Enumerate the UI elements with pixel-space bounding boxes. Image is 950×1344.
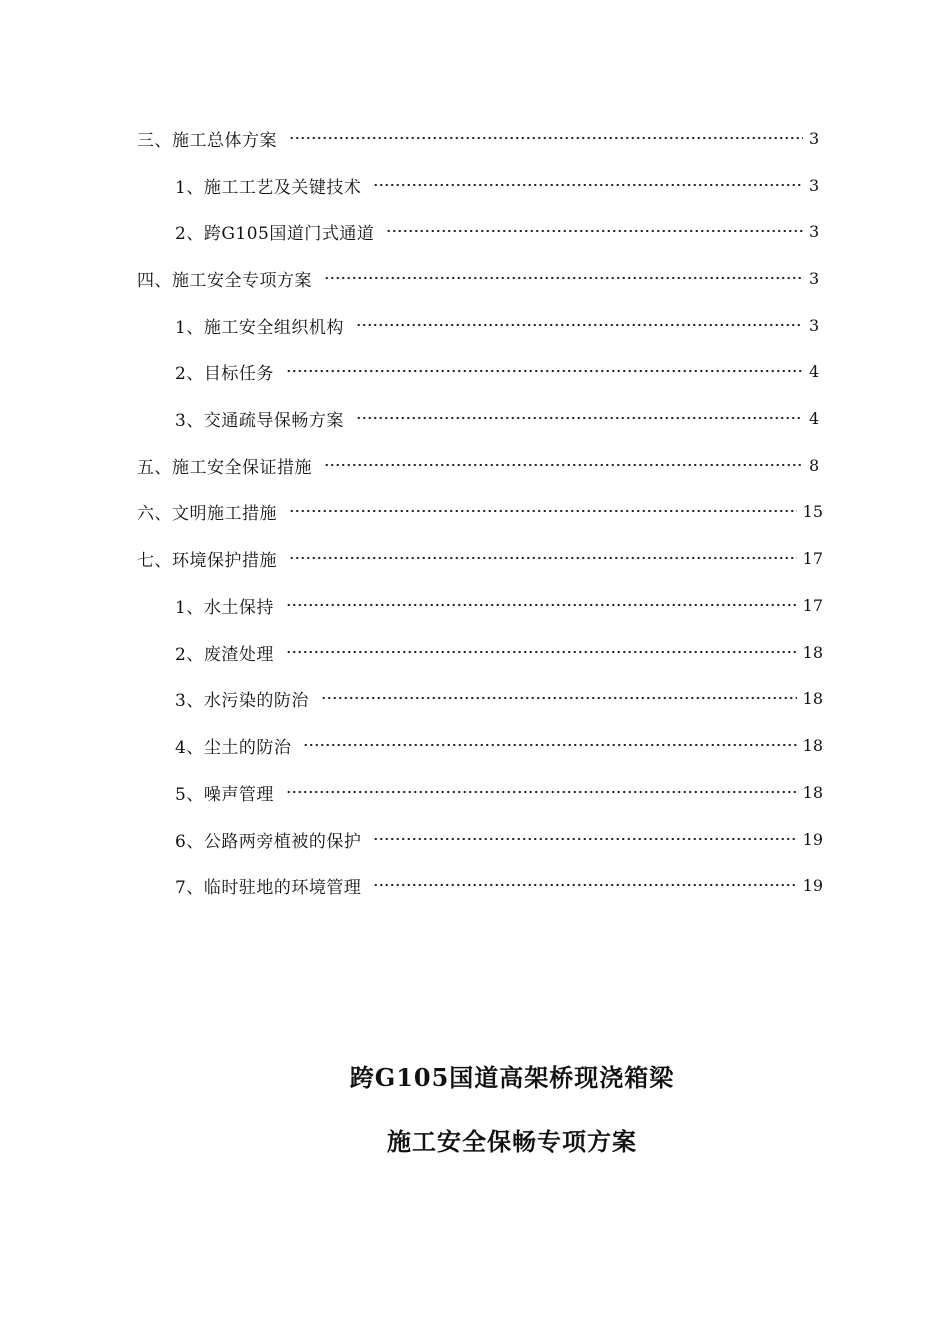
toc-item — [175, 871, 823, 899]
toc-item — [137, 264, 823, 292]
document-title-line-2: 施工安全保畅专项方案 — [387, 1127, 637, 1156]
toc-item-label: 1、水土保持 — [175, 597, 274, 618]
toc-item — [175, 404, 823, 432]
toc-item-label: 六、文明施工措施 — [137, 503, 277, 524]
toc-item-page: 3 — [809, 268, 820, 288]
toc-item — [175, 311, 823, 339]
toc-leader-dots — [289, 555, 797, 561]
toc-item — [175, 217, 823, 245]
toc-item-label: 三、施工总体方案 — [137, 130, 277, 151]
toc-item-label: 4、尘土的防治 — [175, 737, 292, 758]
toc-item-page: 4 — [809, 408, 820, 428]
toc-item — [175, 684, 823, 712]
toc-item-page: 15 — [802, 501, 823, 521]
toc-leader-dots — [289, 135, 803, 141]
toc-item-label: 3、水污染的防治 — [175, 690, 309, 711]
toc-leader-dots — [356, 415, 803, 421]
toc-leader-dots — [373, 882, 796, 888]
toc-item-label: 2、跨G105国道门式通道 — [175, 223, 375, 244]
toc-item-label: 5、噪声管理 — [175, 784, 274, 805]
toc-leader-dots — [321, 695, 797, 701]
toc-item — [137, 451, 823, 479]
toc-item-label: 四、施工安全专项方案 — [137, 270, 312, 291]
toc-item-label: 7、临时驻地的环境管理 — [175, 877, 362, 898]
toc-leader-dots — [286, 649, 797, 655]
toc-item — [175, 638, 823, 666]
toc-item-page: 4 — [809, 361, 820, 381]
toc-leader-dots — [286, 602, 797, 608]
toc-item — [175, 731, 823, 759]
toc-item-label: 2、废渣处理 — [175, 644, 274, 665]
toc-leader-dots — [324, 275, 803, 281]
toc-item-page: 17 — [802, 595, 823, 615]
toc-item-page: 18 — [802, 642, 823, 662]
toc-leader-dots — [324, 462, 803, 468]
toc-item — [137, 124, 823, 152]
toc-leader-dots — [373, 836, 796, 842]
toc-item-page: 19 — [802, 875, 823, 895]
toc-item-label: 五、施工安全保证措施 — [137, 457, 312, 478]
toc-item-page: 18 — [802, 688, 823, 708]
toc-leader-dots — [356, 322, 803, 328]
toc-item-page: 17 — [802, 548, 823, 568]
toc-item — [175, 357, 823, 385]
toc-leader-dots — [286, 368, 803, 374]
toc-item-page: 8 — [809, 455, 820, 475]
toc-item-page: 3 — [809, 128, 820, 148]
toc-leader-dots — [303, 742, 796, 748]
toc-item — [137, 497, 823, 525]
toc-item-label: 1、施工安全组织机构 — [175, 317, 344, 338]
toc-item-label: 6、公路两旁植被的保护 — [175, 831, 362, 852]
toc-item-label: 3、交通疏导保畅方案 — [175, 410, 344, 431]
toc-item — [175, 171, 823, 199]
toc-item — [137, 544, 823, 572]
toc-item-label: 2、目标任务 — [175, 363, 274, 384]
toc-item-page: 3 — [809, 175, 820, 195]
toc-item-page: 19 — [802, 829, 823, 849]
toc-item-label: 七、环境保护措施 — [137, 550, 277, 571]
toc-leader-dots — [386, 228, 803, 234]
toc-item-page: 18 — [802, 735, 823, 755]
toc-item-page: 3 — [809, 315, 820, 335]
toc-item — [175, 591, 823, 619]
toc-item — [175, 825, 823, 853]
document-title-line-1: 跨G105国道高架桥现浇箱梁 — [349, 1063, 675, 1092]
toc-item-label: 1、施工工艺及关键技术 — [175, 177, 362, 198]
toc-leader-dots — [373, 182, 803, 188]
toc-leader-dots — [286, 789, 797, 795]
toc-leader-dots — [289, 508, 797, 514]
toc-item-page: 3 — [809, 221, 820, 241]
toc-item — [175, 778, 823, 806]
toc-item-page: 18 — [802, 782, 823, 802]
